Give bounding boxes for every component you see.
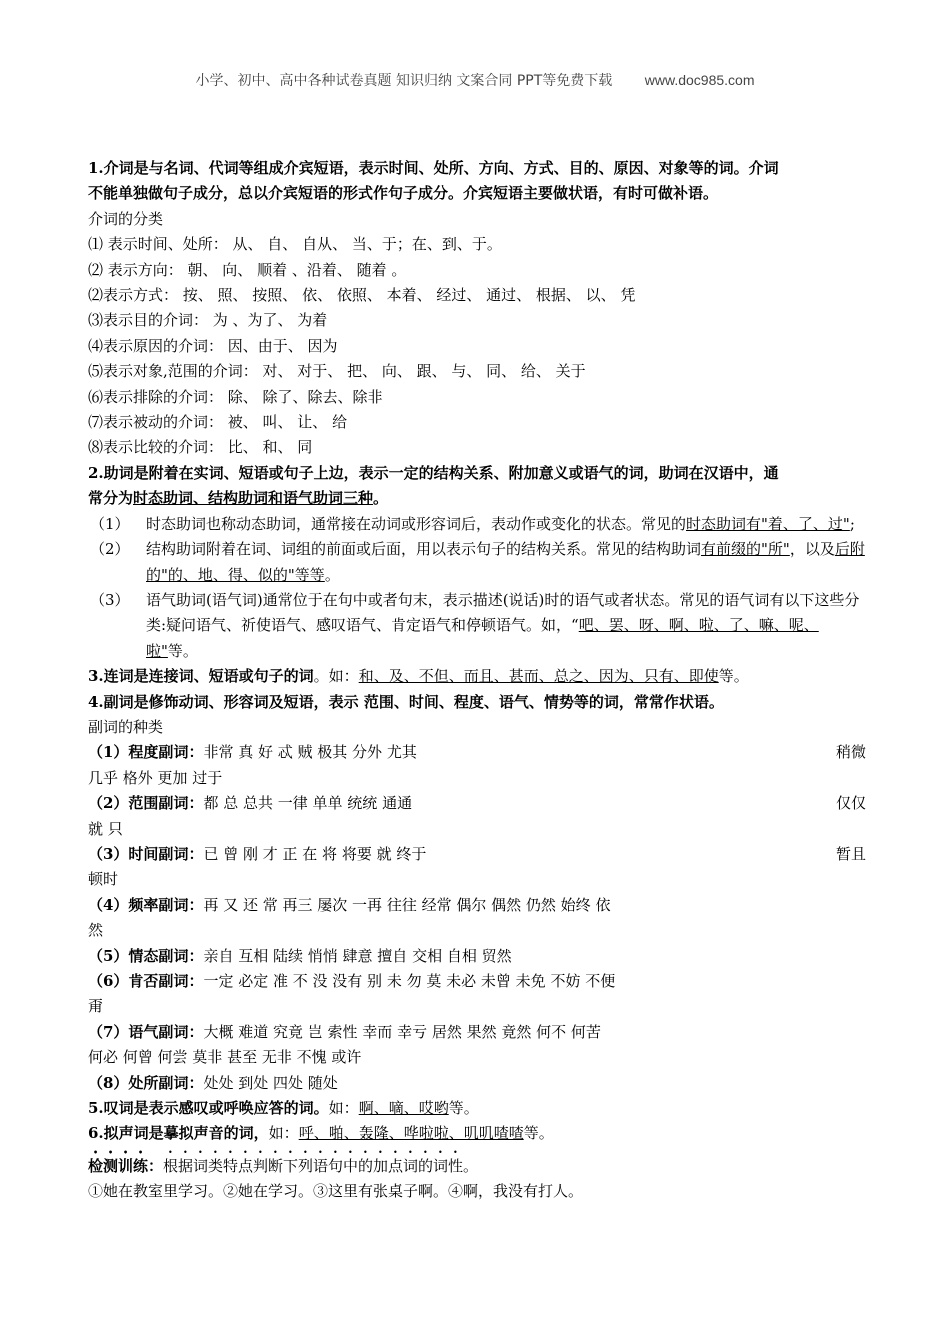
s2-title-line2	[88, 486, 866, 511]
document-body	[88, 156, 866, 1205]
item-text-underlined: 有前缀的"所"	[701, 540, 790, 559]
s1-title-line1: 1.介词是与名词、代词等组成介宾短语，表示时间、处所、方向、方式、目的、原因、对象等的词。介词	[88, 159, 779, 177]
item-text-b: ，以及	[789, 540, 835, 559]
adverb-continuation: 就 只	[88, 819, 123, 838]
s1-item: ⑴ 表示时间、处所： 从、 自、 自从、 当、于；在、到、于。	[88, 235, 502, 254]
adverb-continuation: 何必 何曾 何尝 莫非 甚至 无非 不愧 或许	[88, 1048, 362, 1067]
adverb-continuation: 甭	[88, 997, 104, 1016]
s4-item-7	[88, 1020, 866, 1045]
s1-item: ⑶表示目的介词： 为 、为了、 为着	[88, 311, 328, 330]
adverb-continuation: 顿时	[88, 870, 119, 889]
adverb-words: 大概 难道 究竟 岂 索性 幸而 幸亏 居然 果然 竟然 何不 何苦	[203, 1022, 601, 1041]
item-text	[146, 588, 866, 664]
adverb-label: （6）肯否副词：	[88, 972, 204, 990]
s1-item: ⑵ 表示方向： 朝、 向、 顺着 、沿着、 随着 。	[88, 260, 407, 279]
s4-item-5	[88, 944, 866, 969]
s5-bold: 5.叹词是表示感叹或呼唤应答的词。	[88, 1099, 329, 1118]
adverb-label: （7）语气副词：	[88, 1022, 204, 1041]
item-text	[146, 512, 866, 537]
item-text-underlined: 吧、罢、呀、啊、啦、了、嘛、呢、啦"	[146, 616, 819, 660]
adverb-right-word: 暂且	[835, 844, 866, 863]
s1-item: ⑻表示比较的介词： 比、 和、 同	[88, 438, 313, 457]
s3-bold: 3.连词是连接词、短语或句子的词	[88, 667, 314, 686]
s2-title-suffix: 。	[373, 489, 389, 508]
adverb-label: （1）程度副词：	[88, 743, 204, 762]
page-header	[0, 70, 950, 90]
adverb-label: （5）情态副词：	[88, 946, 204, 965]
s4-item-8	[88, 1071, 866, 1096]
adverb-label: （2）范围副词：	[88, 794, 204, 813]
s1-item: ⑺表示被动的介词： 被、 叫、 让、 给	[88, 413, 348, 432]
s4-item-6	[88, 969, 866, 994]
item-text-a: 结构助词附着在词、词组的前面或后面，用以表示句子的结构关系。常见的结构助词	[146, 540, 702, 559]
item-number: （1）	[90, 514, 130, 533]
item-text-b: ;	[849, 514, 855, 533]
s5-line	[88, 1096, 866, 1121]
s4-item-4	[88, 893, 866, 918]
adverb-label: （8）处所副词：	[88, 1073, 204, 1092]
item-text-underlined: 时态助词有"着、了、过"	[686, 514, 850, 533]
s4-item-1	[88, 740, 866, 765]
item-number: （3）	[90, 590, 130, 609]
adverb-right-word: 仅仅	[835, 794, 866, 813]
s5-plain: 如：	[328, 1099, 359, 1118]
adverb-words: 处处 到处 四处 随处	[203, 1073, 338, 1092]
s6-bold: 6.拟声词是摹拟声音的词，	[88, 1124, 269, 1143]
s4-title: 4.副词是修饰动词、形容词及短语，表示 范围、时间、程度、语气、情势等的词，常常作状语。	[88, 692, 724, 711]
adverb-words: 都 总 总共 一律 单单 统统 通通	[203, 794, 413, 813]
s2-title-prefix: 常分为	[88, 489, 134, 508]
s7-plain: 根据词类特点判断下列语句中的加点词的词性。	[163, 1156, 479, 1175]
s5-end: 等。	[448, 1099, 479, 1118]
s3-plain: 。如：	[313, 667, 359, 686]
adverb-continuation: 然	[88, 921, 104, 940]
item-text-underlined-2: 后附的"的、地、得、似的"等等	[146, 540, 865, 584]
s3-examples: 和、及、不但、而且、甚而、总之、因为、只有、即使	[358, 667, 719, 686]
s2-title-underlined: 时态助词、结构助词和语气助词三种	[133, 489, 374, 508]
s2-item-2	[88, 537, 866, 588]
header-text: 小学、初中、高中各种试卷真题 知识归纳 文案合同 PPT等免费下载	[195, 73, 613, 89]
s3-line	[88, 664, 866, 689]
header-url[interactable]: www.doc985.com	[644, 72, 755, 88]
adverb-right-word: 稍微	[835, 743, 866, 762]
s6-end: 等。	[523, 1124, 554, 1143]
s2-item-1	[88, 512, 866, 537]
item-text	[146, 537, 866, 588]
adverb-words: 一定 必定 准 不 没 没有 别 未 勿 莫 未必 未曾 未免 不妨 不便	[203, 972, 616, 990]
s7-bold: 检测训练：	[88, 1156, 164, 1175]
s1-subhead: 介词的分类	[88, 209, 164, 228]
adverb-words: 非常 真 好 忒 贼 极其 分外 尤其	[203, 743, 417, 762]
adverb-words: 再 又 还 常 再三 屡次 一再 往往 经常 偶尔 偶然 仍然 始终 依	[203, 895, 611, 914]
s4-item-2	[88, 791, 866, 816]
item-text-a: 时态助词也称动态助词，通常接在动词或形容词后，表动作或变化的状态。常见的	[146, 514, 687, 533]
s5-examples: 啊、嘀、哎哟	[358, 1099, 449, 1118]
s6-examples: 呼、啪、轰隆、哗啦啦、叽叽喳喳	[298, 1124, 524, 1143]
item-text-a: 语气助词(语气词)通常位于在句中或者句末，表示描述(说话)时的语气或者状态。常见的语气词有以下这些分类:疑问语气、祈使语气、感叹语气、肯定语气和停顿语气。如，“	[146, 590, 860, 635]
s7-line	[88, 1147, 866, 1179]
s2-item-3	[88, 588, 866, 664]
s1-item: ⑵表示方式： 按、 照、 按照、 依、 依照、 本着、 经过、 通过、 根据、 以、 凭	[88, 286, 636, 305]
s1-title-line2: 不能单独做句子成分，总以介宾短语的形式作句子成分。介宾短语主要做状语，有时可做补语。	[88, 184, 719, 203]
s6-line	[88, 1121, 866, 1146]
adverb-label: （3）时间副词：	[88, 844, 204, 863]
adverb-words: 已 曾 刚 才 正 在 将 将要 就 终于	[203, 844, 427, 863]
item-text-c: 。	[324, 565, 340, 584]
s7-sentences: ①她在教室里学习。②她在学习。③这里有张桌子啊。④啊，我没有打人。	[88, 1182, 584, 1201]
s4-item-3	[88, 842, 866, 867]
adverb-words: 亲自 互相 陆续 悄悄 肆意 擅自 交相 自相 贸然	[203, 946, 512, 965]
s4-subhead: 副词的种类	[88, 717, 164, 736]
adverb-label: （4）频率副词：	[88, 895, 204, 914]
item-number: （2）	[90, 540, 130, 559]
item-text-b: 等。	[167, 641, 198, 660]
s3-end: 等。	[718, 667, 749, 686]
s6-plain: 如：	[268, 1124, 299, 1143]
s2-title-line1: 2.助词是附着在实词、短语或句子上边，表示一定的结构关系、附加意义或语气的词，助词在汉语中，通	[88, 463, 779, 482]
adverb-continuation: 几乎 格外 更加 过于	[88, 768, 223, 787]
s1-item: ⑸表示对象,范围的介词： 对、 对于、 把、 向、 跟、 与、 同、 给、 关于	[88, 362, 586, 381]
s1-item: ⑷表示原因的介词： 因、由于、 因为	[88, 336, 338, 355]
s1-item: ⑹表示排除的介词： 除、 除了、除去、除非	[88, 387, 383, 406]
